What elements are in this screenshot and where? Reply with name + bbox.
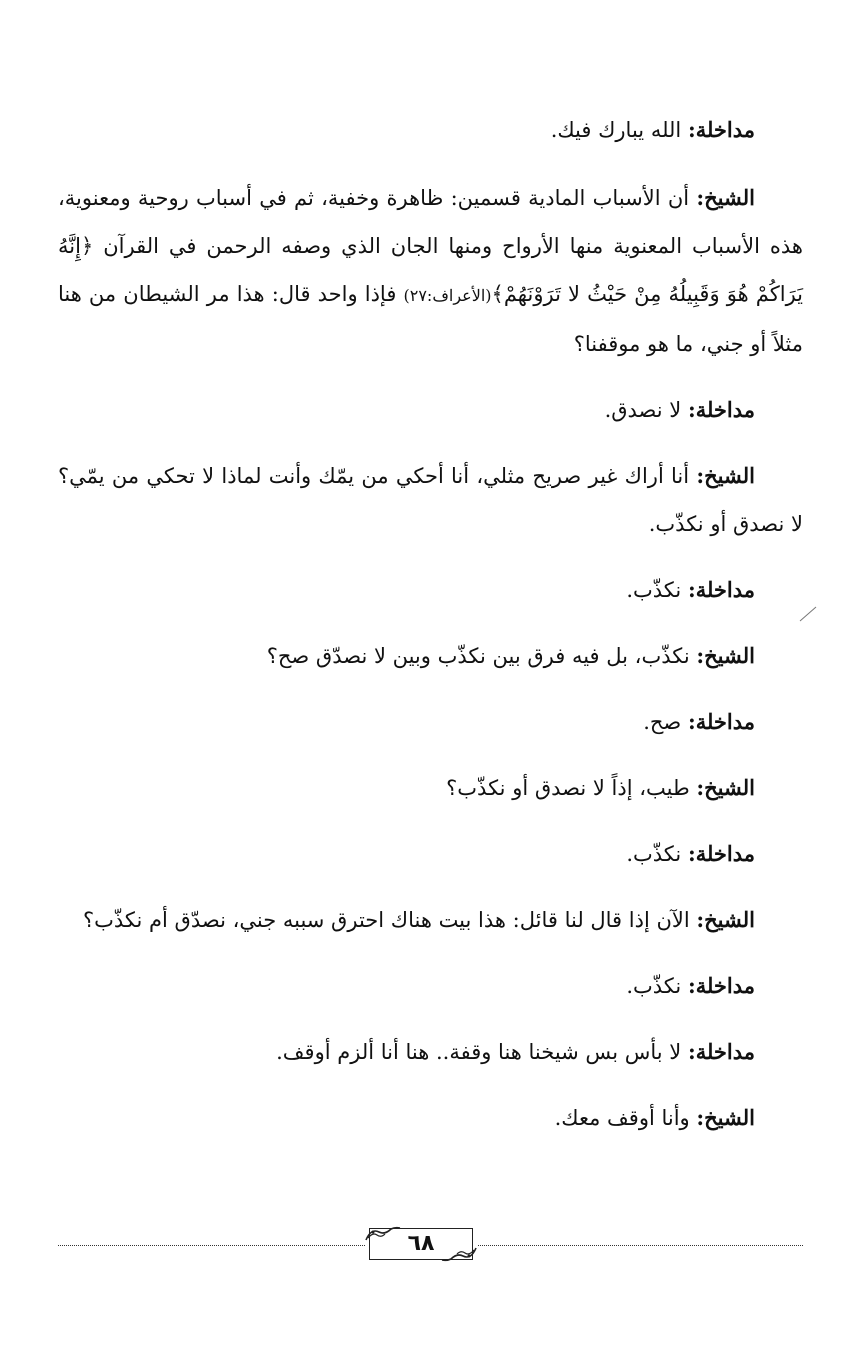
paragraph-text: أنا أراك غير صريح مثلي، أنا أحكي من يمّك وأنت لماذا لا تحكي من يمّي؟ لا نصدق أو نكذّب. bbox=[58, 464, 803, 536]
page-body-text bbox=[58, 106, 803, 1142]
speaker-label: مداخلة: bbox=[687, 709, 755, 734]
paragraph-5 bbox=[58, 566, 803, 614]
quran-verse: ﴿إِنَّهُ يَرَاكُمْ هُوَ وَقَبِيلُهُ مِنْ حَيْثُ لا تَرَوْنَهُمْ﴾ bbox=[58, 234, 803, 306]
paragraph-2 bbox=[58, 174, 803, 368]
speaker-label: مداخلة: bbox=[687, 973, 755, 998]
paragraph-4 bbox=[58, 452, 803, 548]
speaker-label: مداخلة: bbox=[687, 577, 755, 602]
page-number: ٦٨ bbox=[407, 1231, 435, 1256]
paragraph-text: نكذّب، بل فيه فرق بين نكذّب وبين لا نصدّق صح؟ bbox=[266, 644, 697, 668]
paragraph-text-continued: فإذا واحد قال: هذا مر الشيطان من هنا مثلاً أو جني، ما هو موقفنا؟ bbox=[58, 282, 803, 356]
paragraph-10 bbox=[58, 896, 803, 944]
paragraph-11 bbox=[58, 962, 803, 1010]
paragraph-text: لا نصدق. bbox=[604, 398, 688, 422]
speaker-label: الشيخ: bbox=[696, 185, 755, 210]
speaker-label: الشيخ: bbox=[696, 1105, 755, 1130]
paragraph-text: الله يبارك فيك. bbox=[550, 118, 688, 142]
speaker-label: مداخلة: bbox=[687, 117, 755, 142]
paragraph-12 bbox=[58, 1028, 803, 1076]
paragraph-13 bbox=[58, 1094, 803, 1142]
paragraph-text: نكذّب. bbox=[626, 578, 688, 602]
paragraph-text: وأنا أوقف معك. bbox=[554, 1106, 697, 1130]
paragraph-3 bbox=[58, 386, 803, 434]
paragraph-text: طيب، إذاً لا نصدق أو نكذّب؟ bbox=[446, 776, 697, 800]
paragraph-text: الآن إذا قال لنا قائل: هذا بيت هناك احترق سببه جني، نصدّق أم نكذّب؟ bbox=[82, 908, 697, 932]
paragraph-text: صح. bbox=[643, 710, 688, 734]
speaker-label: الشيخ: bbox=[696, 643, 755, 668]
speaker-label: الشيخ: bbox=[696, 775, 755, 800]
speaker-label: الشيخ: bbox=[696, 907, 755, 932]
speaker-label: مداخلة: bbox=[687, 841, 755, 866]
paragraph-text: لا بأس بس شيخنا هنا وقفة.. هنا أنا ألزم أوقف. bbox=[276, 1040, 688, 1064]
speaker-label: الشيخ: bbox=[696, 463, 755, 488]
paragraph-9 bbox=[58, 830, 803, 878]
paragraph-text: نكذّب. bbox=[626, 974, 688, 998]
paragraph-1 bbox=[58, 106, 803, 154]
speaker-label: مداخلة: bbox=[687, 397, 755, 422]
pen-stroke-mark bbox=[798, 603, 818, 623]
paragraph-text: نكذّب. bbox=[626, 842, 688, 866]
speaker-label: مداخلة: bbox=[687, 1039, 755, 1064]
verse-reference: (الأعراف:٢٧) bbox=[403, 286, 492, 305]
paragraph-6 bbox=[58, 632, 803, 680]
paragraph-8 bbox=[58, 764, 803, 812]
paragraph-7 bbox=[58, 698, 803, 746]
paragraph-text: أن الأسباب المادية قسمين: ظاهرة وخفية، ثم في أسباب روحية ومعنوية، هذه الأسباب المعنوية منها الأرواح ومنها الجان الذي وصفه الرحمن في القرآن bbox=[58, 186, 803, 258]
page-number-frame bbox=[365, 1226, 477, 1262]
